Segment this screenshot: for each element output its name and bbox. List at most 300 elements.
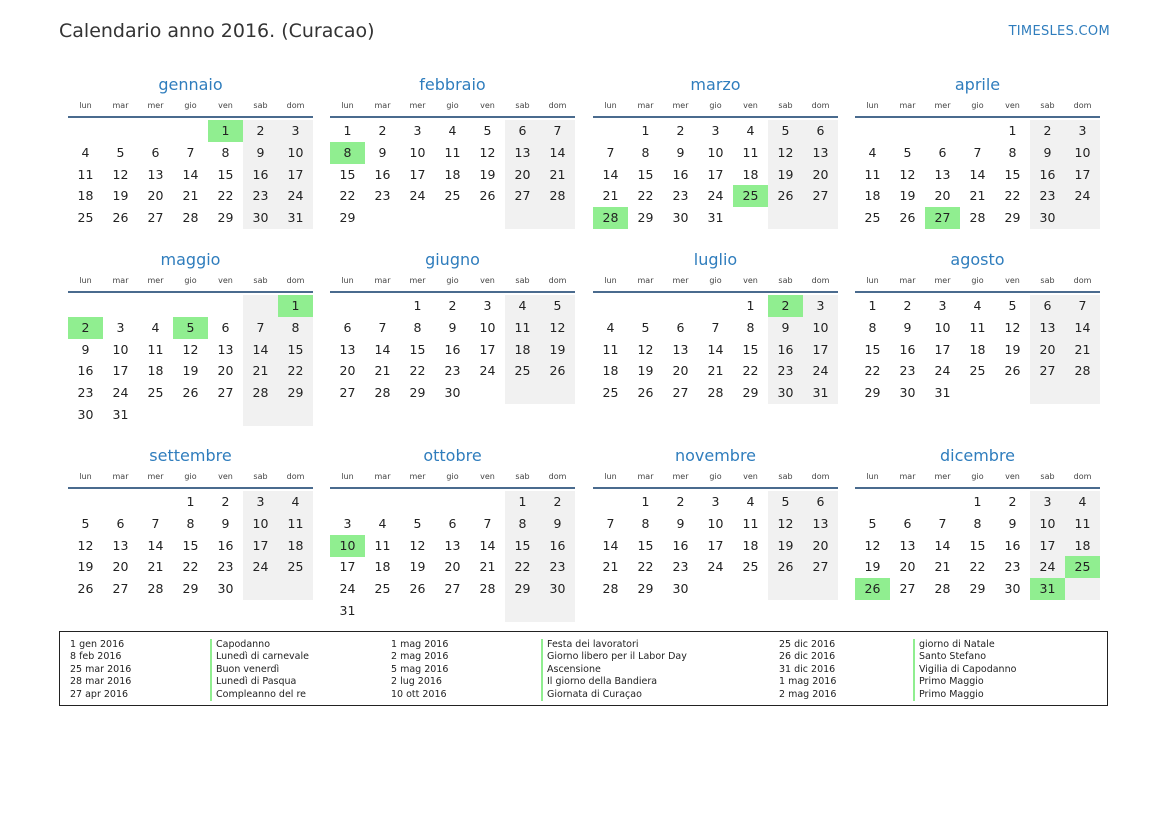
day-cell: 4 xyxy=(448,123,457,138)
month-luglio xyxy=(593,250,838,425)
day-cell: 7 xyxy=(483,515,492,531)
day-cell: 31 xyxy=(934,385,951,401)
holiday-day-cell: 25 xyxy=(1065,556,1100,578)
day-cell: 15 xyxy=(864,341,881,357)
month-dicembre xyxy=(855,446,1100,621)
header-rule xyxy=(593,291,838,293)
holiday-name: Il giorno della Bandiera xyxy=(547,676,658,688)
day-cell: 1 xyxy=(413,298,422,313)
day-cell: 5 xyxy=(641,319,650,335)
day-cell: 24 xyxy=(1074,188,1091,204)
day-cell: 7 xyxy=(938,515,947,531)
day-cell: 30 xyxy=(217,581,234,597)
day-cell: 3 xyxy=(291,123,300,138)
day-cell: 20 xyxy=(112,559,129,575)
day-cell: 1 xyxy=(343,123,352,138)
day-cell: 12 xyxy=(182,341,199,357)
month-name: gennaio xyxy=(158,75,223,94)
day-cell: 29 xyxy=(339,210,356,226)
header-rule xyxy=(855,116,1100,118)
day-cell: 12 xyxy=(1004,319,1021,335)
day-cell: 23 xyxy=(672,559,689,575)
day-cell: 16 xyxy=(1039,166,1056,182)
day-cell: 6 xyxy=(151,144,160,160)
day-cell: 8 xyxy=(518,515,527,531)
day-cell: 24 xyxy=(339,581,356,597)
weekday-label: mar xyxy=(374,472,391,481)
day-cell: 30 xyxy=(252,210,269,226)
day-cell: 19 xyxy=(1004,341,1021,357)
holiday-date: 31 dic 2016 xyxy=(779,663,836,675)
month-name: settembre xyxy=(149,446,232,465)
day-cell: 6 xyxy=(1043,298,1052,313)
weekday-label: sab xyxy=(1040,101,1055,110)
day-cell: 9 xyxy=(676,144,685,160)
month-name: aprile xyxy=(954,75,1001,94)
day-cell: 31 xyxy=(287,210,304,226)
day-cell: 1 xyxy=(868,298,877,313)
holiday-name: Buon venerdì xyxy=(216,663,280,675)
holiday-name: Festa dei lavoratori xyxy=(547,639,639,650)
holiday-date: 28 mar 2016 xyxy=(70,676,132,688)
day-cell: 1 xyxy=(641,123,650,138)
day-cell: 22 xyxy=(637,188,654,204)
day-cell: 24 xyxy=(812,363,829,379)
day-cell: 6 xyxy=(116,515,125,531)
month-gennaio xyxy=(68,75,313,250)
weekday-header xyxy=(68,99,313,113)
day-cell: 9 xyxy=(1008,515,1017,531)
day-cell: 4 xyxy=(606,319,615,335)
day-cell: 14 xyxy=(969,166,986,182)
holiday-day-cell: 2 xyxy=(768,295,803,317)
day-cell: 29 xyxy=(287,385,304,401)
weekday-label: mar xyxy=(112,276,129,285)
weekday-label: mar xyxy=(637,101,654,110)
holiday-name: Lunedì di Pasqua xyxy=(216,676,297,688)
day-cell: 27 xyxy=(147,210,164,226)
day-cell: 5 xyxy=(81,515,90,531)
day-cell: 16 xyxy=(374,166,391,182)
day-cell: 25 xyxy=(602,385,619,401)
weekday-label: dom xyxy=(548,276,567,285)
weekday-label: gio xyxy=(971,101,984,110)
day-cell: 8 xyxy=(291,319,300,335)
day-cell: 25 xyxy=(374,581,391,597)
day-cell: 19 xyxy=(637,363,654,379)
weekday-label: mar xyxy=(112,101,129,110)
day-cell: 19 xyxy=(479,166,496,182)
weekday-label: dom xyxy=(1073,276,1092,285)
holiday-date: 26 dic 2016 xyxy=(779,651,836,663)
day-cell: 12 xyxy=(77,537,94,553)
day-cell: 15 xyxy=(742,341,759,357)
day-cell: 10 xyxy=(479,319,496,335)
weekday-label: sab xyxy=(253,472,268,481)
day-cell: 22 xyxy=(339,188,356,204)
weekday-label: mer xyxy=(147,276,164,285)
weekday-label: lun xyxy=(866,101,879,110)
holiday-name: Giornata di Curaçao xyxy=(547,688,642,700)
day-cell: 20 xyxy=(514,166,531,182)
day-cell: 23 xyxy=(549,559,566,575)
day-cell: 7 xyxy=(1078,298,1087,313)
day-cell: 3 xyxy=(256,494,265,509)
day-cell: 6 xyxy=(448,515,457,531)
day-cell: 25 xyxy=(287,559,304,575)
day-cell: 17 xyxy=(1039,537,1056,553)
day-cell: 4 xyxy=(151,319,160,335)
weekday-label: dom xyxy=(1073,472,1092,481)
day-cell: 16 xyxy=(77,363,94,379)
day-cell: 30 xyxy=(1039,210,1056,226)
day-cell: 15 xyxy=(514,537,531,553)
weekday-label: ven xyxy=(218,101,233,110)
day-cell: 14 xyxy=(602,537,619,553)
holiday-dates-column xyxy=(70,639,210,701)
day-cell: 8 xyxy=(641,515,650,531)
day-cell: 2 xyxy=(448,298,457,313)
day-cell: 27 xyxy=(112,581,129,597)
holiday-date: 2 lug 2016 xyxy=(391,676,442,688)
day-cell: 22 xyxy=(182,559,199,575)
day-cell: 15 xyxy=(1004,166,1021,182)
day-cell: 6 xyxy=(938,144,947,160)
day-cell: 27 xyxy=(812,188,829,204)
weekday-label: dom xyxy=(811,101,830,110)
holiday-date: 25 mar 2016 xyxy=(70,663,132,675)
day-cell: 6 xyxy=(816,123,825,138)
day-cell: 26 xyxy=(777,559,794,575)
day-cell: 18 xyxy=(742,166,759,182)
day-cell: 22 xyxy=(217,188,234,204)
weekday-label: mar xyxy=(374,276,391,285)
day-cell: 24 xyxy=(707,559,724,575)
day-cell: 9 xyxy=(1043,144,1052,160)
day-cell: 23 xyxy=(672,188,689,204)
day-cell: 3 xyxy=(413,123,422,138)
day-cell: 8 xyxy=(973,515,982,531)
weekday-label: lun xyxy=(79,276,92,285)
day-cell: 29 xyxy=(409,385,426,401)
day-cell: 13 xyxy=(812,144,829,160)
day-cell: 30 xyxy=(77,407,94,422)
month-name: febbraio xyxy=(419,75,486,94)
day-cell: 3 xyxy=(711,123,720,138)
header-rule xyxy=(593,487,838,489)
day-cell: 3 xyxy=(1043,494,1052,509)
day-cell: 3 xyxy=(938,298,947,313)
day-cell: 6 xyxy=(518,123,527,138)
day-cell: 23 xyxy=(1039,188,1056,204)
header-rule xyxy=(330,116,575,118)
day-cell: 5 xyxy=(483,123,492,138)
holiday-date: 5 mag 2016 xyxy=(391,663,449,675)
brand-link[interactable]: TIMESLES.COM xyxy=(1008,24,1110,39)
day-cell: 16 xyxy=(672,537,689,553)
weekday-label: mar xyxy=(899,101,916,110)
day-cell: 17 xyxy=(1074,166,1091,182)
holiday-day-cell: 10 xyxy=(330,535,365,557)
holiday-date: 8 feb 2016 xyxy=(70,651,122,663)
day-cell: 17 xyxy=(287,166,304,182)
header-rule xyxy=(68,291,313,293)
weekday-label: dom xyxy=(548,101,567,110)
day-cell: 20 xyxy=(147,188,164,204)
day-cell: 5 xyxy=(781,123,790,138)
weekday-label: mar xyxy=(899,472,916,481)
day-cell: 9 xyxy=(553,515,562,531)
day-cell: 11 xyxy=(374,537,391,553)
weekday-label: mar xyxy=(637,276,654,285)
day-cell: 21 xyxy=(252,363,269,379)
header-rule xyxy=(330,291,575,293)
weekday-label: lun xyxy=(866,472,879,481)
day-cell: 13 xyxy=(217,341,234,357)
day-cell: 22 xyxy=(1004,188,1021,204)
day-cell: 18 xyxy=(77,188,94,204)
weekday-label: dom xyxy=(286,276,305,285)
month-settembre xyxy=(68,446,313,621)
day-cell: 30 xyxy=(444,385,461,401)
month-marzo xyxy=(593,75,838,250)
day-cell: 15 xyxy=(217,166,234,182)
day-cell: 28 xyxy=(182,210,199,226)
weekday-header xyxy=(330,274,575,288)
day-cell: 4 xyxy=(868,144,877,160)
day-cell: 26 xyxy=(77,581,94,597)
day-cell: 24 xyxy=(479,363,496,379)
weekday-label: mer xyxy=(147,472,164,481)
day-cell: 23 xyxy=(252,188,269,204)
day-cell: 12 xyxy=(479,144,496,160)
weekday-label: dom xyxy=(286,472,305,481)
weekday-label: sab xyxy=(1040,472,1055,481)
day-cell: 26 xyxy=(777,188,794,204)
day-cell: 12 xyxy=(549,319,566,335)
day-cell: 21 xyxy=(147,559,164,575)
day-cell: 22 xyxy=(742,363,759,379)
holiday-day-cell: 28 xyxy=(593,207,628,229)
day-cell: 12 xyxy=(637,341,654,357)
holiday-day-cell: 8 xyxy=(330,142,365,164)
weekday-header xyxy=(330,99,575,113)
day-cell: 2 xyxy=(676,494,685,509)
day-cell: 16 xyxy=(549,537,566,553)
day-cell: 8 xyxy=(641,144,650,160)
day-cell: 5 xyxy=(868,515,877,531)
day-cell: 1 xyxy=(186,494,195,509)
weekday-label: mar xyxy=(637,472,654,481)
weekday-label: lun xyxy=(604,472,617,481)
day-cell: 23 xyxy=(777,363,794,379)
weekday-label: gio xyxy=(709,101,722,110)
day-cell: 24 xyxy=(707,188,724,204)
weekday-label: mar xyxy=(899,276,916,285)
weekday-label: mer xyxy=(409,101,426,110)
day-cell: 8 xyxy=(186,515,195,531)
day-cell: 14 xyxy=(252,341,269,357)
day-cell: 11 xyxy=(602,341,619,357)
day-cell: 12 xyxy=(864,537,881,553)
day-cell: 2 xyxy=(903,298,912,313)
day-cell: 13 xyxy=(899,537,916,553)
day-cell: 26 xyxy=(637,385,654,401)
day-cell: 27 xyxy=(1039,363,1056,379)
weekday-label: ven xyxy=(1005,276,1020,285)
day-cell: 26 xyxy=(899,210,916,226)
day-cell: 21 xyxy=(182,188,199,204)
weekday-label: mer xyxy=(672,101,689,110)
holiday-list xyxy=(59,631,1108,706)
weekday-label: gio xyxy=(184,101,197,110)
day-cell: 21 xyxy=(479,559,496,575)
day-cell: 23 xyxy=(77,385,94,401)
weekday-label: ven xyxy=(1005,101,1020,110)
header-rule xyxy=(68,116,313,118)
month-name: novembre xyxy=(674,446,757,465)
day-cell: 30 xyxy=(1004,581,1021,597)
day-cell: 16 xyxy=(444,341,461,357)
day-cell: 19 xyxy=(409,559,426,575)
day-cell: 19 xyxy=(899,188,916,204)
weekday-label: sab xyxy=(253,276,268,285)
holiday-dates-column xyxy=(779,639,919,701)
day-cell: 11 xyxy=(742,515,759,531)
holiday-names-column xyxy=(913,639,1079,701)
weekday-header xyxy=(593,470,838,484)
day-cell: 8 xyxy=(746,319,755,335)
day-cell: 21 xyxy=(1074,341,1091,357)
weekday-label: mer xyxy=(147,101,164,110)
weekday-label: ven xyxy=(1005,472,1020,481)
day-cell: 25 xyxy=(864,210,881,226)
day-cell: 1 xyxy=(1008,123,1017,138)
day-cell: 10 xyxy=(1074,144,1091,160)
month-name: giugno xyxy=(425,250,480,269)
month-aprile xyxy=(855,75,1100,250)
day-cell: 13 xyxy=(339,341,356,357)
day-cell: 30 xyxy=(672,210,689,226)
day-cell: 5 xyxy=(116,144,125,160)
weekday-label: gio xyxy=(446,276,459,285)
day-cell: 14 xyxy=(707,341,724,357)
day-cell: 9 xyxy=(448,319,457,335)
day-cell: 13 xyxy=(1039,319,1056,335)
day-cell: 18 xyxy=(742,537,759,553)
weekday-label: dom xyxy=(811,472,830,481)
day-cell: 2 xyxy=(676,123,685,138)
day-cell: 27 xyxy=(339,385,356,401)
month-febbraio xyxy=(330,75,575,250)
day-cell: 19 xyxy=(777,537,794,553)
day-cell: 15 xyxy=(637,537,654,553)
day-cell: 12 xyxy=(112,166,129,182)
day-cell: 25 xyxy=(514,363,531,379)
day-cell: 23 xyxy=(217,559,234,575)
day-cell: 29 xyxy=(182,581,199,597)
day-cell: 4 xyxy=(1078,494,1087,509)
day-cell: 27 xyxy=(217,385,234,401)
day-cell: 28 xyxy=(479,581,496,597)
day-cell: 26 xyxy=(549,363,566,379)
weekday-label: dom xyxy=(1073,101,1092,110)
day-cell: 31 xyxy=(112,407,129,422)
weekday-label: ven xyxy=(480,101,495,110)
day-cell: 14 xyxy=(182,166,199,182)
day-cell: 3 xyxy=(483,298,492,313)
day-cell: 2 xyxy=(256,123,265,138)
day-cell: 13 xyxy=(934,166,951,182)
day-cell: 9 xyxy=(81,341,90,357)
day-cell: 14 xyxy=(934,537,951,553)
day-cell: 29 xyxy=(1004,210,1021,226)
day-cell: 3 xyxy=(816,298,825,313)
day-cell: 26 xyxy=(112,210,129,226)
month-giugno xyxy=(330,250,575,425)
day-cell: 7 xyxy=(711,319,720,335)
day-cell: 17 xyxy=(707,537,724,553)
day-cell: 16 xyxy=(672,166,689,182)
header-rule xyxy=(330,487,575,489)
day-cell: 3 xyxy=(343,515,352,531)
day-cell: 7 xyxy=(256,319,265,335)
day-cell: 16 xyxy=(1004,537,1021,553)
weekday-label: sab xyxy=(778,276,793,285)
weekday-label: mar xyxy=(374,101,391,110)
day-cell: 17 xyxy=(479,341,496,357)
day-cell: 5 xyxy=(903,144,912,160)
holiday-day-cell: 31 xyxy=(1030,578,1065,600)
weekday-label: mar xyxy=(112,472,129,481)
day-cell: 23 xyxy=(374,188,391,204)
day-cell: 1 xyxy=(518,494,527,509)
day-cell: 6 xyxy=(221,319,230,335)
weekday-label: sab xyxy=(515,472,530,481)
day-cell: 22 xyxy=(637,559,654,575)
weekday-label: gio xyxy=(971,472,984,481)
day-cell: 5 xyxy=(1008,298,1017,313)
day-cell: 18 xyxy=(147,363,164,379)
weekday-label: ven xyxy=(480,276,495,285)
weekday-label: gio xyxy=(184,472,197,481)
day-cell: 18 xyxy=(602,363,619,379)
weekday-label: gio xyxy=(446,472,459,481)
day-cell: 25 xyxy=(77,210,94,226)
month-ottobre xyxy=(330,446,575,621)
day-cell: 7 xyxy=(973,144,982,160)
day-cell: 10 xyxy=(812,319,829,335)
day-cell: 8 xyxy=(868,319,877,335)
day-cell: 18 xyxy=(287,537,304,553)
header-rule xyxy=(855,291,1100,293)
weekday-label: lun xyxy=(604,101,617,110)
day-cell: 3 xyxy=(116,319,125,335)
day-cell: 25 xyxy=(444,188,461,204)
weekday-label: lun xyxy=(341,276,354,285)
weekday-header xyxy=(68,470,313,484)
day-cell: 17 xyxy=(252,537,269,553)
day-cell: 13 xyxy=(812,515,829,531)
day-cell: 21 xyxy=(602,188,619,204)
weekday-label: lun xyxy=(79,472,92,481)
holiday-name: Vigilia di Capodanno xyxy=(919,663,1017,675)
day-cell: 29 xyxy=(969,581,986,597)
holiday-day-cell: 5 xyxy=(173,317,208,339)
holiday-date: 1 mag 2016 xyxy=(391,639,449,650)
day-cell: 29 xyxy=(514,581,531,597)
day-cell: 28 xyxy=(602,581,619,597)
